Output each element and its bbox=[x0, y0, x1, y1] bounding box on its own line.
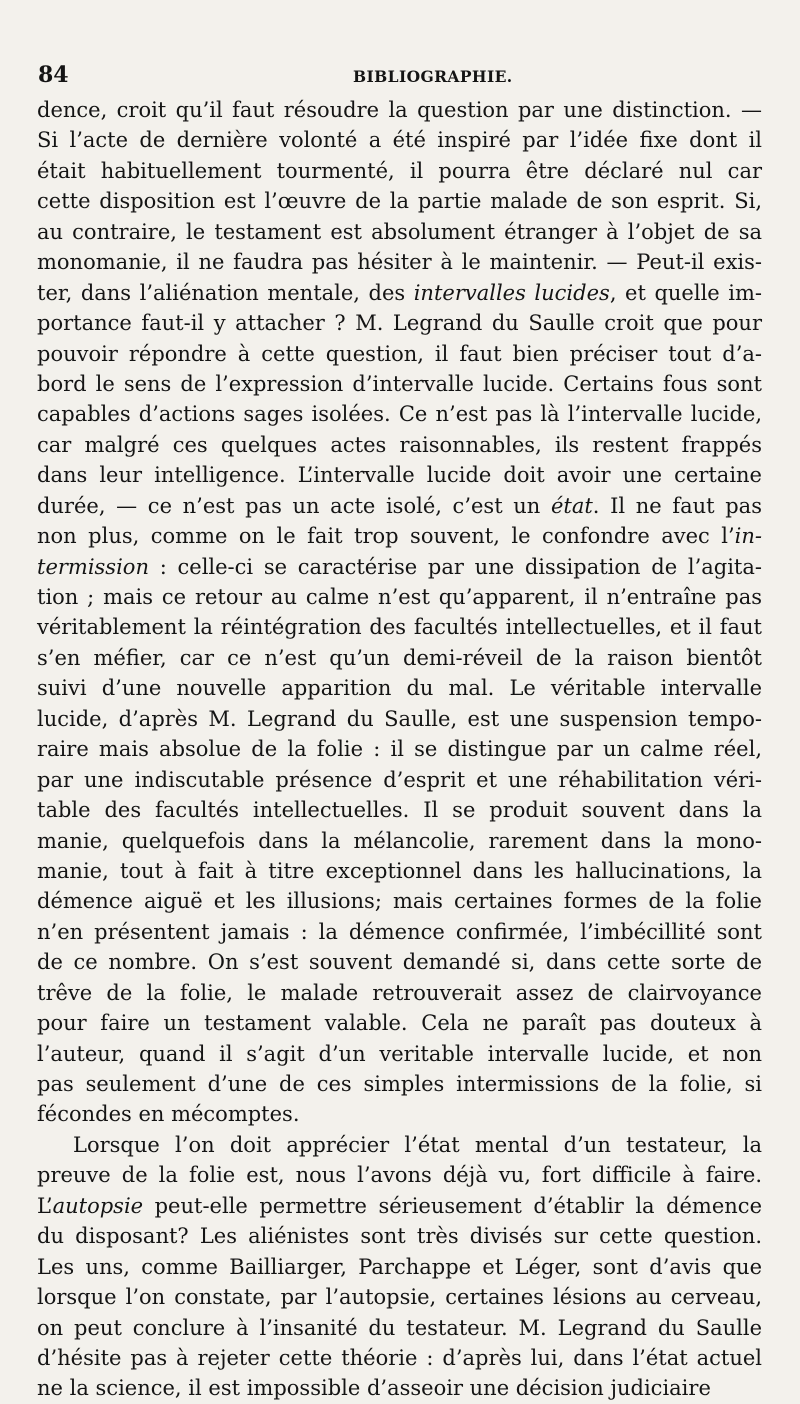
text-segment: . Il ne faut pas bbox=[592, 493, 762, 518]
text-segment: raire mais absolue de la folie : il se distingue par un calme réel, bbox=[37, 737, 762, 762]
text-line bbox=[37, 978, 762, 1008]
italic-text: intervalles lucides bbox=[413, 280, 610, 305]
text-segment: de ce nombre. On s’est souvent demandé si, dans cette sorte de bbox=[37, 950, 762, 975]
text-segment: ter, dans l’aliénation mentale, des bbox=[37, 280, 414, 305]
text-line bbox=[37, 826, 762, 856]
text-segment: lorsque l’on constate, par l’autopsie, certaines lésions au cerveau, bbox=[37, 1285, 762, 1310]
text-line bbox=[37, 460, 762, 490]
text-line bbox=[37, 217, 762, 247]
text-line bbox=[37, 734, 762, 764]
text-segment: bord le sens de l’expression d’intervalle lucide. Certains fous sont bbox=[37, 371, 762, 396]
text-segment: au contraire, le testament est absolument étranger à l’objet de sa bbox=[37, 219, 762, 244]
text-segment: ne la science, il est impossible d’asseoir une décision judiciaire bbox=[37, 1376, 711, 1401]
text-line bbox=[37, 582, 762, 612]
text-segment: , et quelle im- bbox=[609, 280, 762, 305]
paragraph bbox=[37, 1130, 762, 1404]
text-segment: portance faut-il y attacher ? M. Legrand du Saulle croit que pour bbox=[37, 311, 762, 336]
text-segment: table des facultés intellectuelles. Il se produit souvent dans la bbox=[37, 798, 762, 823]
text-line bbox=[37, 765, 762, 795]
text-line bbox=[37, 947, 762, 977]
text-line bbox=[37, 1160, 762, 1190]
text-segment: pas seulement d’une de ces simples intermissions de la folie, si bbox=[37, 1072, 762, 1096]
text-line bbox=[37, 856, 762, 886]
text-segment: cette disposition est l’œuvre de la partie malade de son esprit. Si, bbox=[37, 189, 762, 214]
text-line bbox=[37, 521, 762, 551]
text-line bbox=[37, 1099, 762, 1129]
text-line bbox=[37, 1191, 762, 1221]
text-line bbox=[37, 278, 762, 308]
text-segment: d’hésite pas à rejeter cette théorie : d’après lui, dans l’état actuel bbox=[37, 1345, 762, 1370]
text-line bbox=[37, 1282, 762, 1312]
text-segment: on peut conclure à l’insanité du testateur. M. Legrand du Saulle bbox=[37, 1315, 762, 1340]
text-segment: s’en méfier, car ce n’est qu’un demi-réveil de la raison bientôt bbox=[37, 645, 762, 670]
text-segment: peut-elle permettre sérieusement d’établir la démence bbox=[143, 1193, 762, 1218]
text-segment: preuve de la folie est, nous l’avons déjà vu, fort difficile à faire. bbox=[37, 1163, 762, 1188]
text-segment: manie, quelquefois dans la mélancolie, rarement dans la mono- bbox=[37, 828, 762, 853]
italic-text: termission bbox=[37, 554, 149, 579]
text-line bbox=[37, 886, 762, 916]
body-text bbox=[37, 95, 762, 1404]
text-segment: était habituellement tourmenté, il pourra être déclaré nul car bbox=[37, 158, 762, 183]
italic-text: état bbox=[550, 493, 593, 518]
text-segment: du disposant? Les aliénistes sont très divisés sur cette question. bbox=[37, 1224, 762, 1249]
text-line bbox=[37, 369, 762, 399]
text-segment: car malgré ces quelques actes raisonnables, ils restent frappés bbox=[37, 432, 762, 457]
text-line bbox=[37, 156, 762, 186]
text-segment: tion ; mais ce retour au calme n’est qu’apparent, il n’entraîne pas bbox=[37, 585, 762, 609]
text-segment: pouvoir répondre à cette question, il faut bien préciser tout d’a- bbox=[37, 341, 762, 366]
text-line bbox=[37, 643, 762, 673]
text-segment: Si l’acte de dernière volonté a été inspiré par l’idée fixe dont il bbox=[37, 128, 762, 153]
text-segment: dans leur intelligence. L’intervalle lucide doit avoir une certaine bbox=[37, 463, 762, 488]
running-title: BIBLIOGRAPHIE. bbox=[353, 67, 513, 86]
text-line bbox=[37, 1373, 762, 1403]
text-segment: véritablement la réintégration des facultés intellectuelles, et il faut bbox=[37, 615, 762, 640]
text-segment: suivi d’une nouvelle apparition du mal. Le véritable intervalle bbox=[37, 676, 762, 701]
text-segment: non plus, comme on le fait trop souvent, le confondre avec l’ bbox=[37, 524, 735, 549]
text-line bbox=[37, 917, 762, 947]
text-line bbox=[37, 1008, 762, 1038]
italic-text: in- bbox=[734, 524, 762, 549]
text-line bbox=[37, 339, 762, 369]
text-line bbox=[37, 247, 762, 277]
italic-text: autopsie bbox=[52, 1193, 144, 1218]
text-line bbox=[37, 1221, 762, 1251]
text-segment: Les uns, comme Bailliarger, Parchappe et Léger, sont d’avis que bbox=[37, 1254, 762, 1279]
text-line bbox=[37, 125, 762, 155]
page-number: 84 bbox=[38, 62, 69, 88]
text-segment: capables d’actions sages isolées. Ce n’est pas là l’intervalle lucide, bbox=[37, 402, 762, 427]
text-line bbox=[37, 430, 762, 460]
text-line bbox=[37, 1069, 762, 1099]
text-segment: durée, — ce n’est pas un acte isolé, c’est un bbox=[37, 493, 551, 518]
text-segment: monomanie, il ne faudra pas hésiter à le maintenir. — Peut-il exis- bbox=[37, 250, 762, 275]
text-segment: manie, tout à fait à titre exceptionnel dans les hallucinations, la bbox=[37, 858, 762, 883]
text-segment: pour faire un testament valable. Cela ne paraît pas douteux à bbox=[37, 1011, 762, 1036]
text-line bbox=[37, 1252, 762, 1282]
text-segment: fécondes en mécomptes. bbox=[37, 1102, 300, 1127]
text-segment: lucide, d’après M. Legrand du Saulle, est une suspension tempo- bbox=[37, 706, 762, 731]
text-line bbox=[37, 1130, 762, 1160]
paragraph bbox=[37, 95, 762, 1130]
text-segment: Lorsque l’on doit apprécier l’état mental d’un testateur, la bbox=[73, 1132, 762, 1157]
text-line bbox=[37, 612, 762, 642]
running-head bbox=[37, 60, 762, 94]
text-line bbox=[37, 399, 762, 429]
text-line bbox=[37, 1039, 762, 1069]
text-line bbox=[37, 704, 762, 734]
text-line bbox=[37, 186, 762, 216]
text-segment: dence, croit qu’il faut résoudre la question par une distinction. — bbox=[37, 98, 762, 122]
text-segment: trêve de la folie, le malade retrouverait assez de clairvoyance bbox=[37, 980, 762, 1005]
text-line bbox=[37, 308, 762, 338]
text-segment: démence aiguë et les illusions; mais certaines formes de la folie bbox=[37, 889, 762, 914]
text-line bbox=[37, 673, 762, 703]
text-segment: : celle-ci se caractérise par une dissipation de l’agita- bbox=[148, 554, 762, 579]
text-segment: l’auteur, quand il s’agit d’un veritable intervalle lucide, et non bbox=[37, 1041, 762, 1066]
text-line bbox=[37, 552, 762, 582]
text-segment: L’ bbox=[37, 1193, 53, 1218]
text-segment: n’en présentent jamais : la démence confirmée, l’imbécillité sont bbox=[37, 919, 762, 944]
text-segment: par une indiscutable présence d’esprit et une réhabilitation véri- bbox=[37, 767, 762, 792]
text-line bbox=[37, 1343, 762, 1373]
text-line bbox=[37, 95, 762, 125]
text-line bbox=[37, 491, 762, 521]
text-line bbox=[37, 795, 762, 825]
